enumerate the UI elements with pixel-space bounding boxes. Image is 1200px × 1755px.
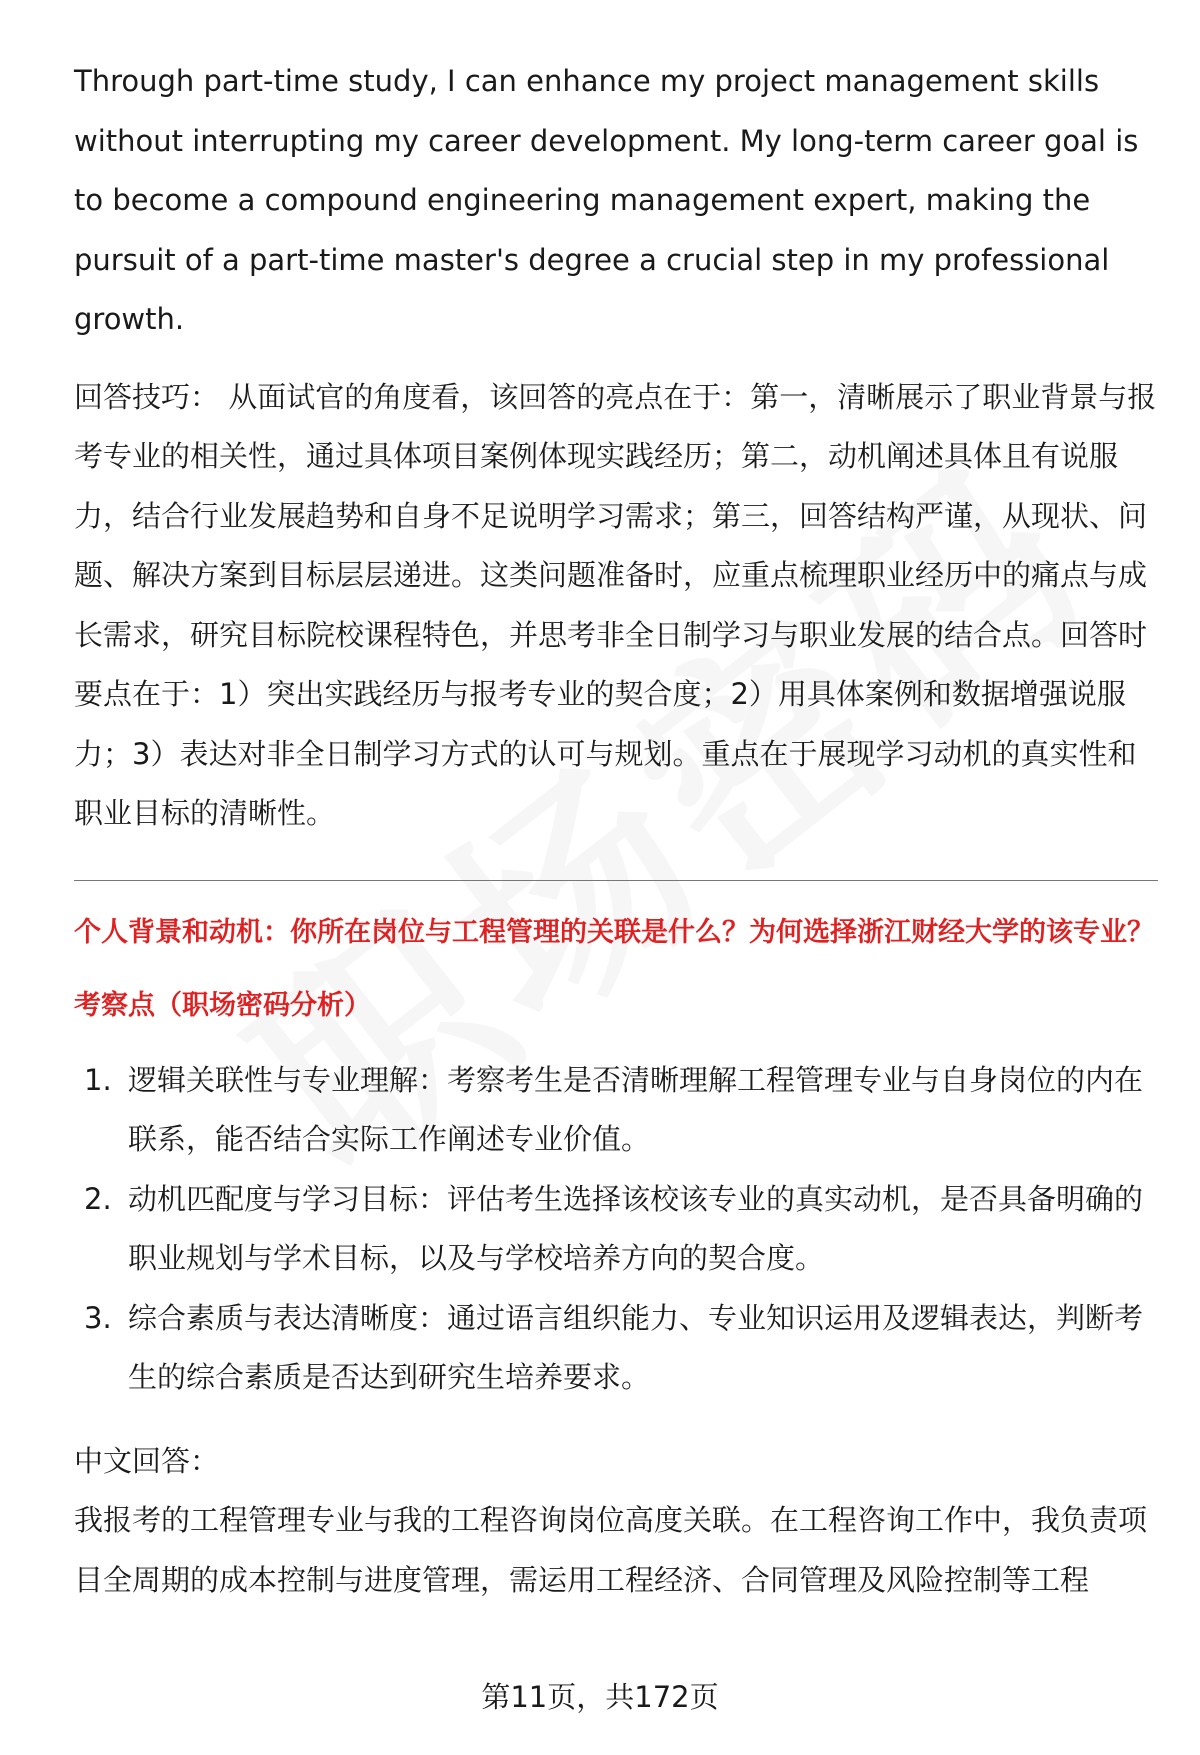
page-content [74,52,1164,1610]
answer-tips-paragraph: 回答技巧： 从面试官的角度看，该回答的亮点在于：第一，清晰展示了职业背景与报考专业的相关性，通过具体项目案例体现实践经历；第二，动机阐述具体且有说服力，结合行业发展趋势和自身不足说明学习需求；第三，回答结构严谨，从现状、问题、解决方案到目标层层递进。这类问题准备时，应重点梳理职业经历中的痛点与成长需求，研究目标院校课程特色，并思考非全日制学习与职业发展的结合点。回答时要点在于：1）突出实践经历与报考专业的契合度；2）用具体案例和数据增强说服力；3）表达对非全日制学习方式的认可与规划。重点在于展现学习动机的真实性和职业目标的清晰性。 [74,379,1157,830]
chinese-answer-paragraph: 我报考的工程管理专业与我的工程咨询岗位高度关联。在工程咨询工作中，我负责项目全周期的成本控制与进度管理，需运用工程经济、合同管理及风险控制等工程 [74,1503,1148,1597]
exam-point-item [74,1170,1164,1289]
exam-points-heading: 考察点（职场密码分析） [74,989,371,1021]
exam-point-text: 逻辑关联性与专业理解：考察考生是否清晰理解工程管理专业与自身岗位的内在联系，能否结合实际工作阐述专业价值。 [128,1062,1144,1156]
exam-point-number: 2. [84,1181,112,1216]
exam-points-list [74,1051,1164,1408]
exam-point-number: 3. [84,1300,112,1335]
section-divider [74,880,1158,881]
chinese-answer-label: 中文回答： [74,1443,220,1478]
exam-point-text: 综合素质与表达清晰度：通过语言组织能力、专业知识运用及逻辑表达，判断考生的综合素质是否达到研究生培养要求。 [128,1300,1144,1394]
page-number-footer: 第11页，共172页 [481,1680,719,1714]
exam-point-number: 1. [84,1062,112,1097]
exam-point-item [74,1051,1164,1170]
exam-point-item [74,1289,1164,1408]
exam-point-text: 动机匹配度与学习目标：评估考生选择该校该专业的真实动机，是否具备明确的职业规划与学术目标，以及与学校培养方向的契合度。 [128,1181,1144,1275]
english-answer-paragraph: Through part-time study, I can enhance my project management skills without interrupting my career development. My long-term career goal is to become a compound engineering management expert, making the pursuit of a part-time master's degree a crucial step in my professional growth. [74,64,1139,336]
question-heading: 个人背景和动机：你所在岗位与工程管理的关联是什么？为何选择浙江财经大学的该专业？ [74,916,1154,948]
